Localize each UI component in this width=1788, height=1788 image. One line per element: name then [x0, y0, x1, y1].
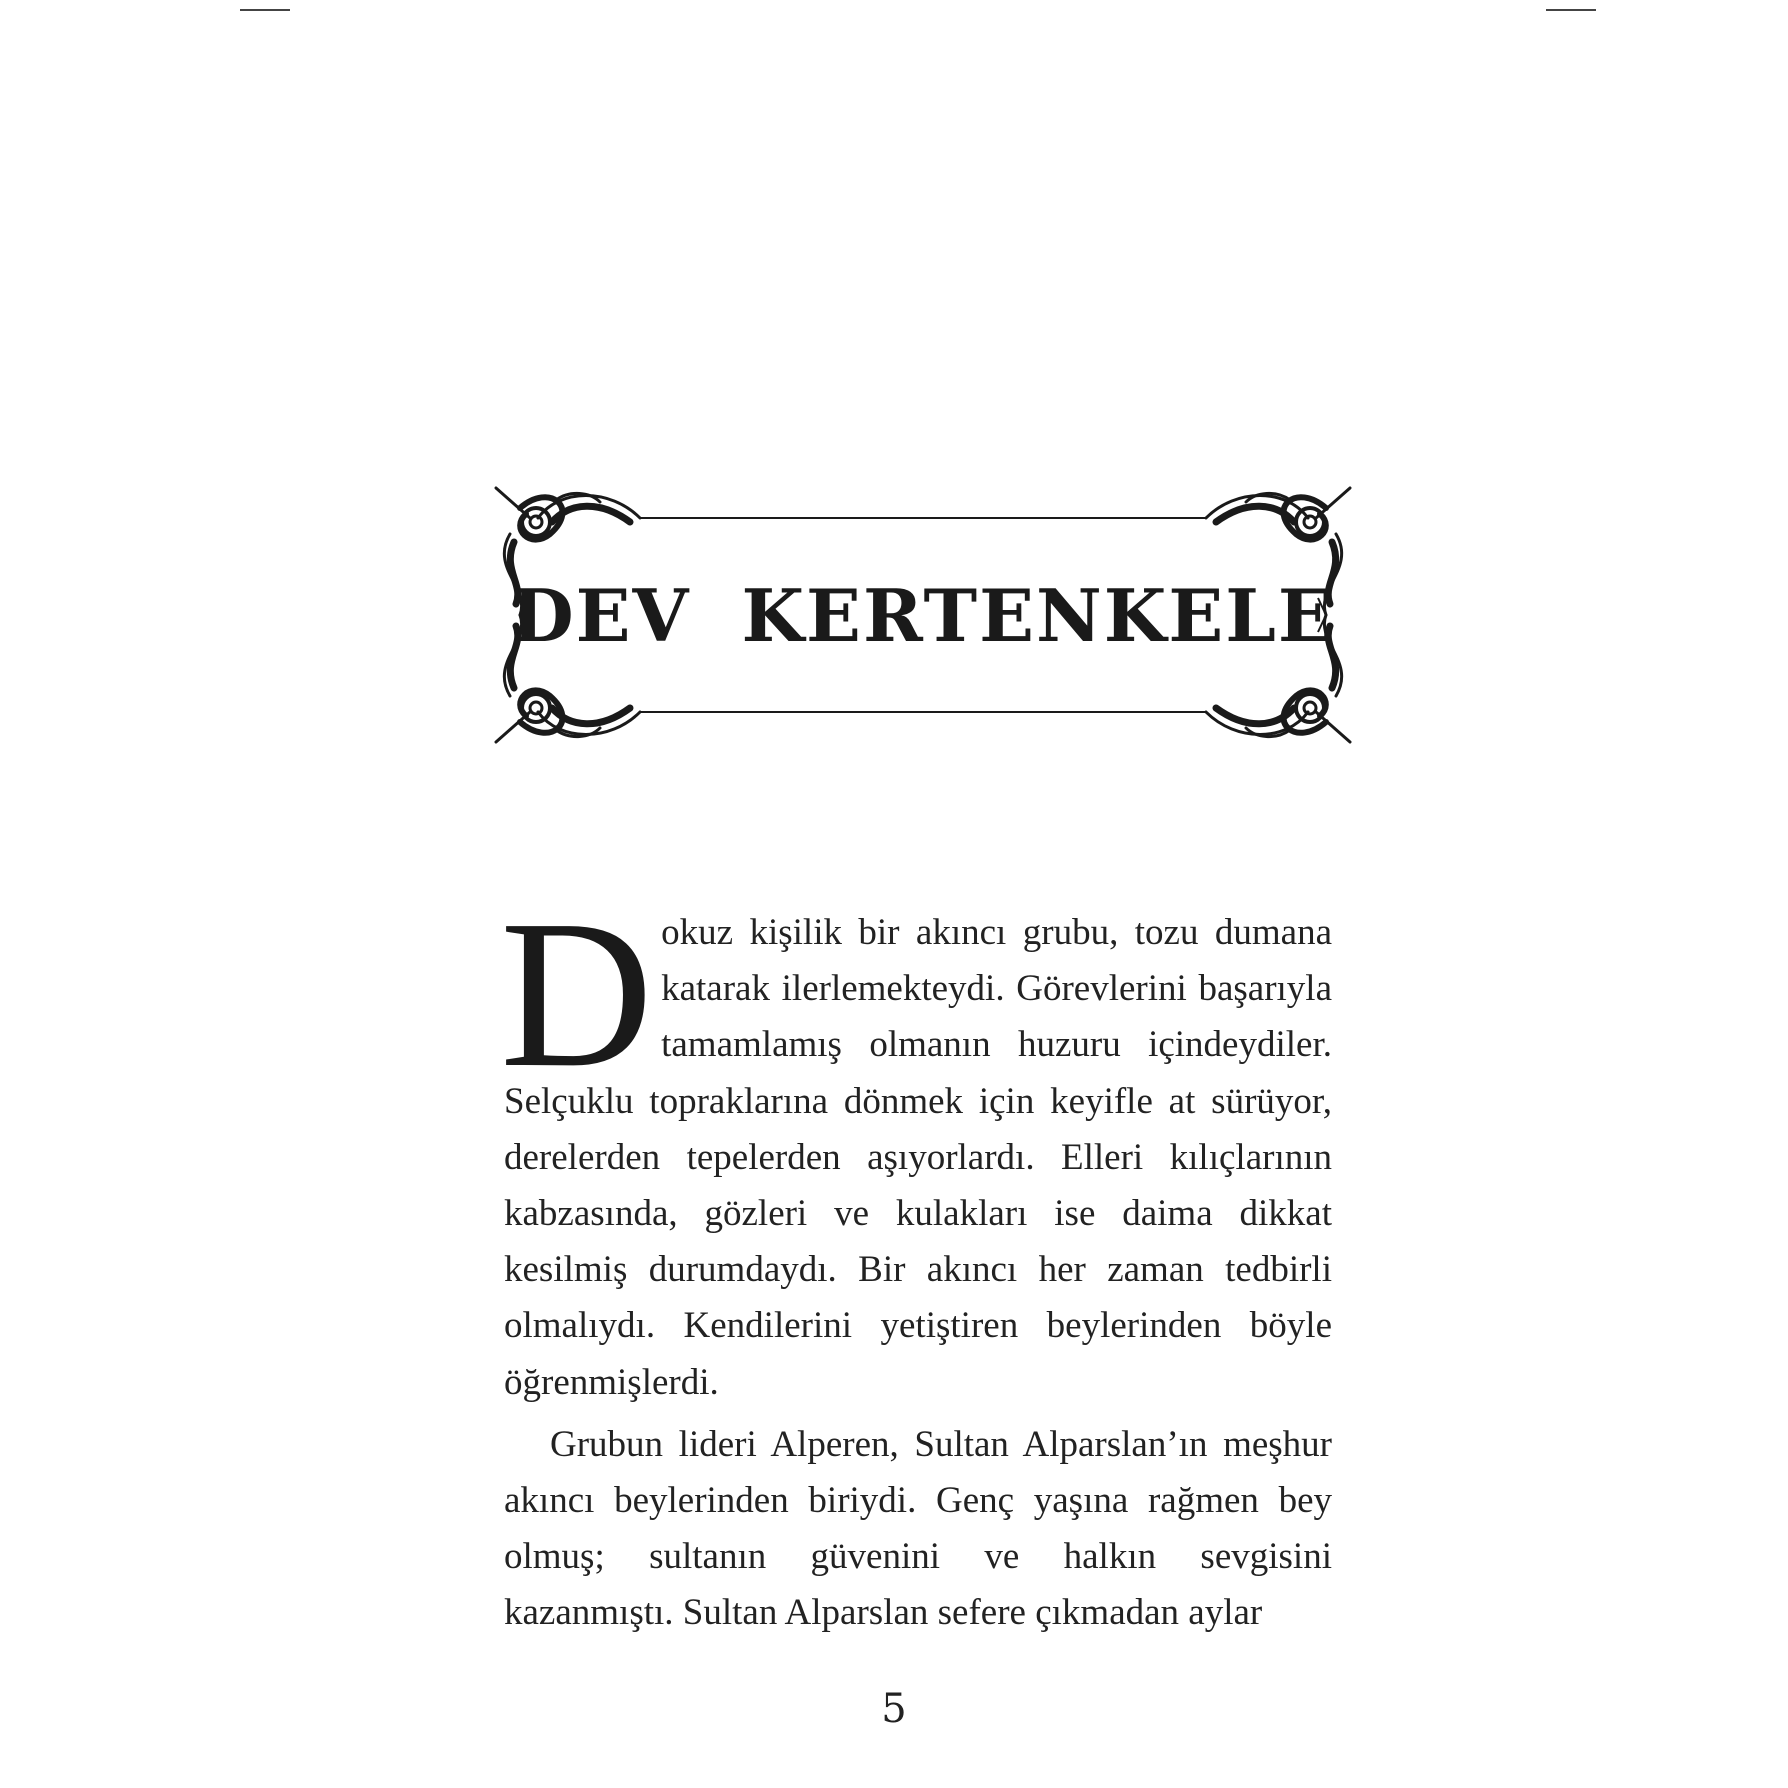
body-text: [500, 876, 1332, 1642]
paragraph-2: Grubun lideri Alperen, Sultan Alparslan’ın meşhur akıncı beylerinden biriydi. Genç yaşına rağmen bey olmuş; sultanın güvenini ve halkın sevgisini kazanmıştı. Sultan Alparslan sefere çıkmadan aylar: [504, 1423, 1332, 1634]
chapter-title-frame: [490, 478, 1356, 752]
drop-cap: D: [500, 876, 654, 1111]
paragraph-1-text: okuz kişilik bir akıncı grubu, tozu dumana katarak ilerlemekteydi. Görevlerini başarıyla tamamlamış olmanın huzuru içindeydiler. Selçuklu topraklarına dönmek için keyifle at sürüyor, derelerden tepelerden aşıyorlardı. Elleri kılıçlarının kabzasında, gözleri ve kulakları ise daima dikkat kesilmiş durumdaydı. Bir akıncı her zaman tedbirli olmalıydı. Kendilerini yetiştiren beylerinden böyle öğrenmişlerdi.: [504, 912, 1332, 1403]
crop-mark-left: [240, 9, 290, 11]
chapter-title: DEV KERTENKELE: [511, 572, 1335, 658]
crop-mark-right: [1546, 9, 1596, 11]
page-number: 5: [881, 1686, 907, 1732]
paragraph-1: [500, 876, 1332, 1411]
